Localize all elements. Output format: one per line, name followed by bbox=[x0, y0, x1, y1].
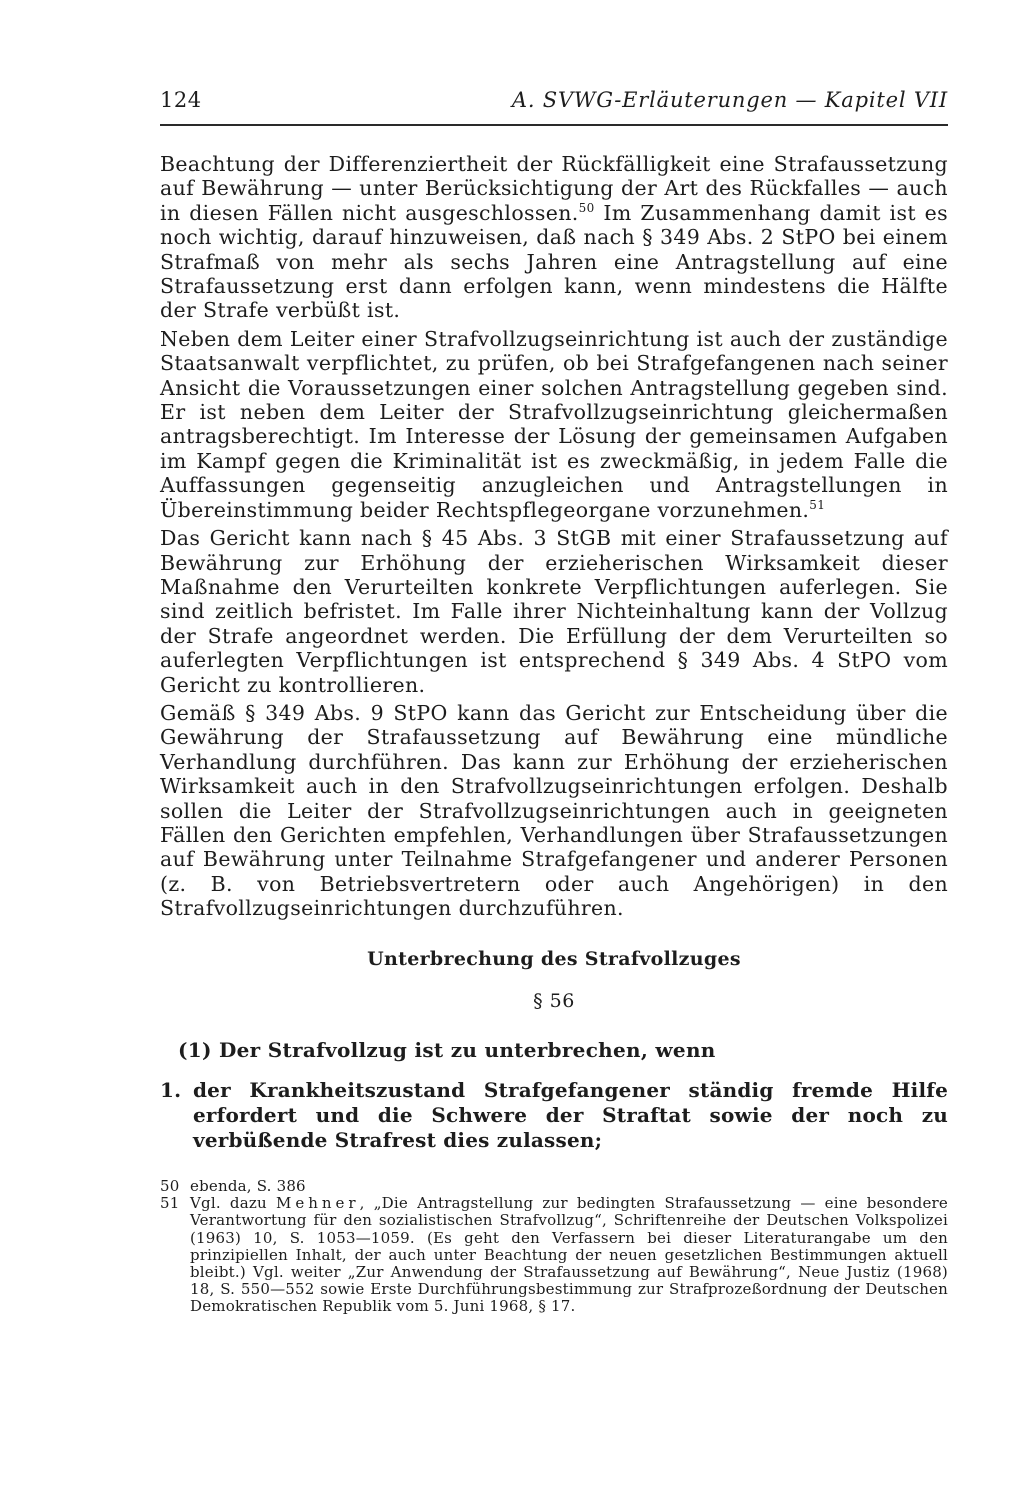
footnote-reference: 50 bbox=[578, 200, 595, 215]
body-text bbox=[160, 152, 948, 925]
section-heading: Unterbrechung des Strafvollzuges bbox=[367, 948, 741, 970]
footnote-author-name: Mehner bbox=[275, 1194, 360, 1213]
footnote-marker: 51 bbox=[160, 1194, 180, 1213]
subsection-heading: (1) Der Strafvollzug ist zu unterbrechen, wenn bbox=[178, 1038, 716, 1062]
page-header bbox=[160, 84, 948, 126]
running-title: A. SVWG-Erläuterungen — Kapitel VII bbox=[511, 88, 948, 112]
paragraph bbox=[160, 701, 948, 921]
paragraph bbox=[160, 327, 948, 522]
list-item-marker: 1. bbox=[160, 1078, 182, 1102]
footnote-text bbox=[190, 1178, 948, 1195]
footnote-text-part: Vgl. dazu bbox=[190, 1194, 276, 1213]
footnotes bbox=[160, 1178, 948, 1316]
footnote-text-part: ebenda, S. 386 bbox=[190, 1177, 306, 1195]
list-item bbox=[160, 1078, 948, 1153]
footnote-text-part: , „Die Antragstellung zur bedingten Strafaussetzung — eine besondere Verantwortung für den sozialistischen Strafvollzug“, Schriftenreihe der Deutschen Volkspolizei (1963) 10, S. 1053—1059. (Es geht den Verfassern bei dieser Literaturangabe um den prinzipiellen Inhalt, der auch unter Beachtung der neuen gesetzlichen Bestimmungen aktuell bleibt.) Vgl. weiter „Zur Anwendung der Strafaussetzung auf Bewährung“, Neue Justiz (1968) 18, S. 550—552 sowie Erste Durchführungsbestimmung zur Strafprozeßordnung der Deutschen Demokratischen Republik vom 5. Juni 1968, § 17. bbox=[190, 1194, 948, 1316]
footnote bbox=[160, 1178, 948, 1195]
paragraph-text: Das Gericht kann nach § 45 Abs. 3 StGB mit einer Strafaussetzung auf Bewährung zur Erhöhung der erzieherischen Wirksamkeit dieser Maßnahme den Verurteilten konkrete Verpflichtungen auferlegen. Sie sind zeitlich befristet. Im Falle ihrer Nichteinhaltung kann der Vollzug der Strafe angeordnet werden. Die Erfüllung der dem Verurteilten so auferlegten Verpflichtungen ist entsprechend § 349 Abs. 4 StPO vom Gericht zu kontrollieren. bbox=[160, 526, 948, 697]
footnote-reference: 51 bbox=[809, 497, 826, 512]
footnote-marker: 50 bbox=[160, 1177, 180, 1195]
paragraph-text: Gemäß § 349 Abs. 9 StPO kann das Gericht zur Entscheidung über die Gewährung der Strafaussetzung auf Bewährung eine mündliche Verhandlung durchführen. Das kann zur Erhöhung der erzieherischen Wirksamkeit auch in den Strafvollzugseinrichtungen erfolgen. Deshalb sollen die Leiter der Strafvollzugseinrichtungen auch in geeigneten Fällen den Gerichten empfehlen, Verhandlungen über Strafaussetzungen auf Bewährung unter Teilnahme Strafgefangener und anderer Personen (z. B. von Betriebsvertretern oder auch Angehörigen) in den Strafvollzugseinrichtungen durchzuführen. bbox=[160, 700, 948, 921]
footnote bbox=[160, 1195, 948, 1315]
list-item-text: der Krankheitszustand Strafgefangener ständig fremde Hilfe erfordert und die Schwere der Straftat sowie der noch zu verbüßende Strafrest dies zulassen; bbox=[193, 1078, 948, 1152]
footnote-text bbox=[190, 1195, 948, 1315]
paragraph-text-continued: Im Zusammenhang damit ist es noch wichtig, darauf hinzuweisen, daß nach § 349 Abs. 2 StPO bei einem Strafmaß von mehr als sechs Jahren eine Antragstellung auf eine Strafaussetzung erst dann erfolgen kann, wenn mindestens die Hälfte der Strafe verbüßt ist. bbox=[160, 200, 948, 323]
section-number: § 56 bbox=[533, 990, 575, 1012]
page-number: 124 bbox=[160, 88, 202, 112]
paragraph-text: Beachtung der Differenziertheit der Rückfälligkeit eine Strafaussetzung auf Bewährung — unter Berücksichtigung der Art des Rückfalles — auch in diesen Fällen nicht ausgeschlossen. bbox=[160, 152, 948, 225]
paragraph bbox=[160, 526, 948, 697]
paragraph-text: Neben dem Leiter einer Strafvollzugseinrichtung ist auch der zuständige Staatsanwalt verpflichtet, zu prüfen, ob bei Strafgefangenen nach seiner Ansicht die Voraussetzungen einer solchen Antragstellung gegeben sind. Er ist neben dem Leiter der Strafvollzugseinrichtung gleichermaßen antragsberechtigt. Im Interesse der Lösung der gemeinsamen Aufgaben im Kampf gegen die Kriminalität ist es zweckmäßig, in jedem Falle die Auffassungen gegenseitig anzugleichen und Antragstellungen in Übereinstimmung beider Rechtspflegeorgane vorzunehmen. bbox=[160, 326, 948, 522]
paragraph bbox=[160, 152, 948, 323]
